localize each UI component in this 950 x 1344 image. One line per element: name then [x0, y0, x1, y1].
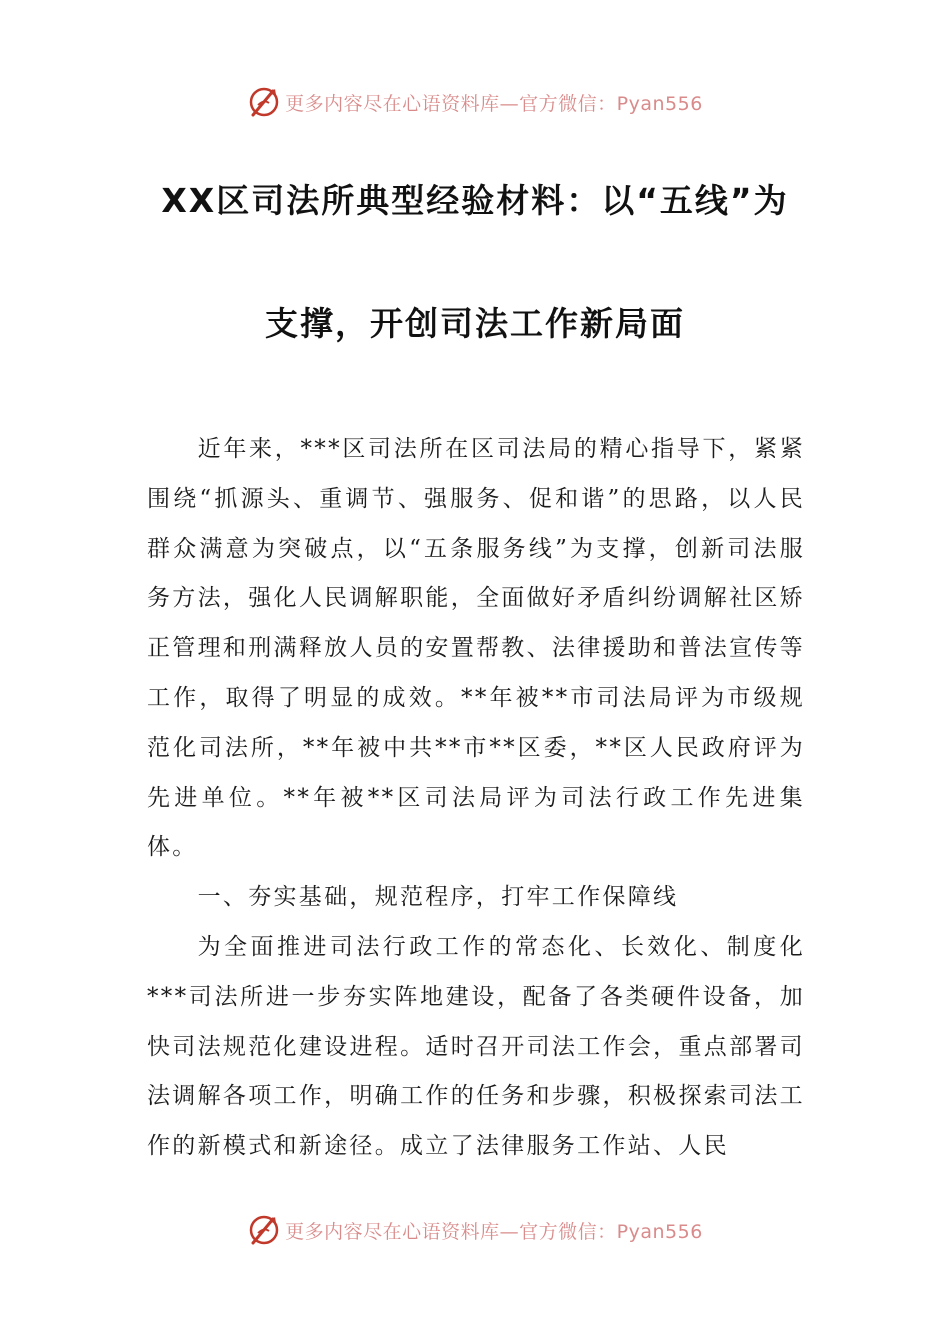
- paragraph-intro: 近年来，***区司法所在区司法局的精心指导下，紧紧围绕“抓源头、重调节、强服务、促和谐”的思路，以人民群众满意为突破点，以“五条服务线”为支撑，创新司法服务方法，强化人民调解职能，全面做好矛盾纠纷调解社区矫正管理和刑满释放人员的安置帮教、法律援助和普法宣传等工作，取得了明显的成效。**年被**市司法局评为市级规范化司法所，**年被中共**市**区委，**区人民政府评为先进单位。**年被**区司法局评为司法行政工作先进集体。: [147, 436, 805, 861]
- paragraph-section-1: 为全面推进司法行政工作的常态化、长效化、制度化***司法所进一步夯实阵地建设，配备了各类硬件设备，加快司法规范化建设进程。适时召开司法工作会，重点部署司法调解各项工作，明确工作的任务和步骤，积极探索司法工作的新模式和新途径。成立了法律服务工作站、人民: [147, 933, 805, 1160]
- banner-text: 更多内容尽在心语资料库—官方微信：Pyan556: [285, 92, 703, 115]
- document-title-line-2: 支撑，开创司法工作新局面: [265, 304, 685, 343]
- header-banner: [0, 82, 950, 122]
- footer-banner: [0, 1210, 950, 1250]
- banner-text: 更多内容尽在心语资料库—官方微信：Pyan556: [285, 1220, 703, 1243]
- pen-circle-logo-icon: [247, 1213, 281, 1247]
- document-title-line-1: XX区司法所典型经验材料：以“五线”为: [161, 181, 789, 220]
- section-heading-1: 一、夯实基础，规范程序，打牢工作保障线: [197, 884, 679, 911]
- wechat-id: Pyan556: [616, 92, 703, 115]
- document-body: [147, 425, 805, 1172]
- wechat-id: Pyan556: [616, 1220, 703, 1243]
- pen-circle-logo-icon: [247, 85, 281, 119]
